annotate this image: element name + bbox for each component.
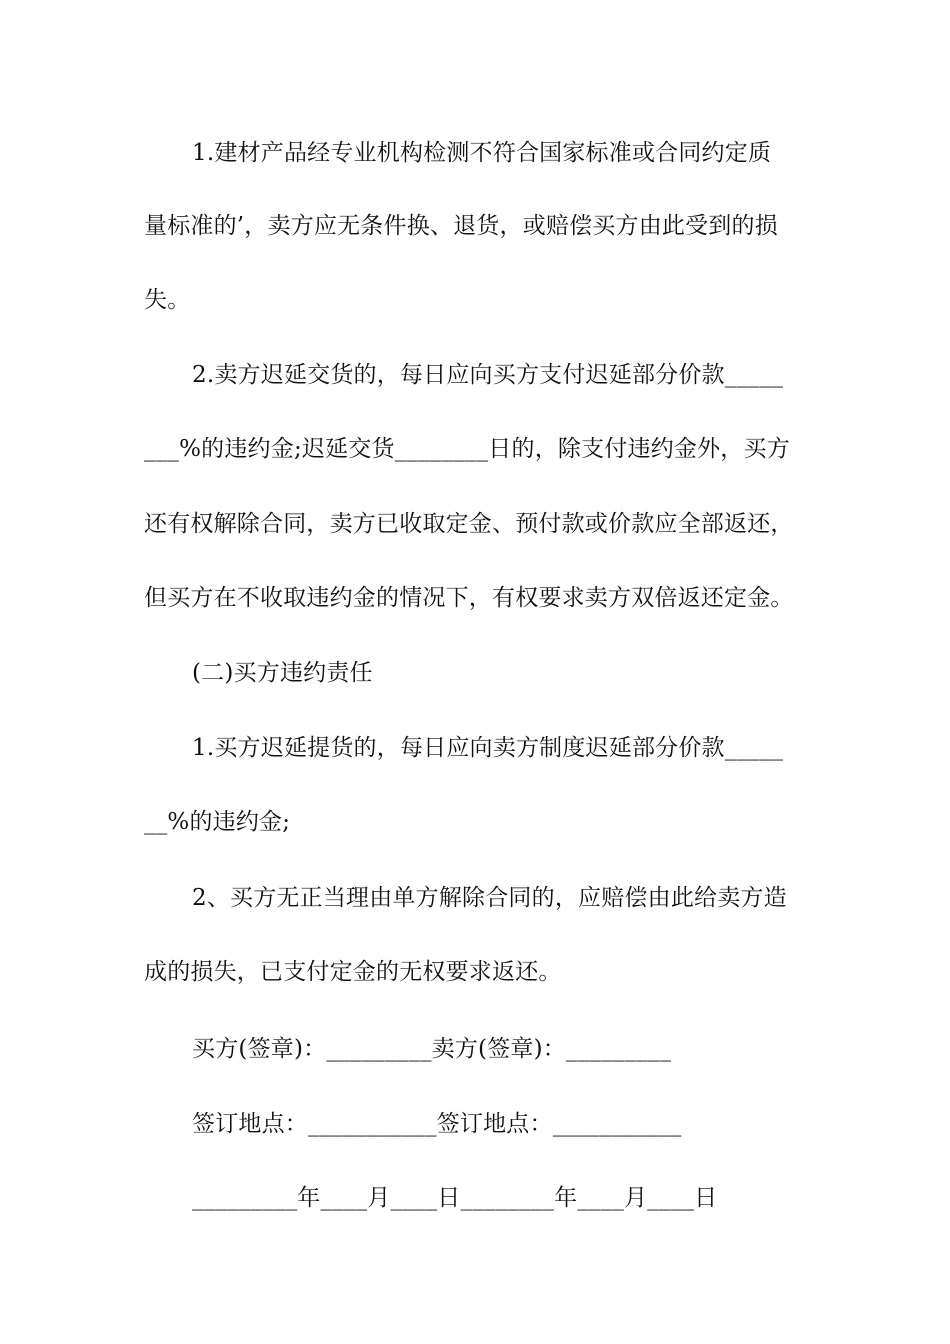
clause-2-line-2: ___%的违约金;迟延交货________日的，除支付违约金外，买方 (144, 436, 790, 462)
clause-2-line-1: 2.卖方迟延交货的，每日应向买方支付迟延部分价款_____ (192, 362, 784, 388)
clause-2-line-3: 还有权解除合同，卖方已收取定金、预付款或价款应全部返还， (144, 511, 794, 537)
buyer-clause-1-line-2: __%的违约金; (144, 809, 291, 835)
buyer-clause-1-line-1: 1.买方迟延提货的，每日应向卖方制度迟延部分价款_____ (192, 735, 784, 761)
clause-1-line-1: 1.建材产品经专业机构检测不符合国家标准或合同约定质 (192, 140, 772, 166)
date-line: _________年____月____日________年____月____日 (192, 1185, 718, 1211)
signature-line: 买方(签章)：_________卖方(签章)：_________ (192, 1036, 672, 1062)
clause-1-line-3: 失。 (144, 287, 191, 313)
signing-place-line: 签订地点：___________签订地点：___________ (192, 1111, 682, 1137)
section-heading-buyer-liability: (二)买方违约责任 (192, 660, 373, 686)
buyer-clause-2-line-1: 2、买方无正当理由单方解除合同的，应赔偿由此给卖方造 (192, 885, 787, 911)
buyer-clause-2-line-2: 成的损失，已支付定金的无权要求返还。 (144, 959, 562, 985)
clause-1-line-2: 量标准的’，卖方应无条件换、退货，或赔偿买方由此受到的损 (144, 213, 778, 239)
clause-2-line-4: 但买方在不收取违约金的情况下，有权要求卖方双倍返还定金。 (144, 585, 794, 611)
